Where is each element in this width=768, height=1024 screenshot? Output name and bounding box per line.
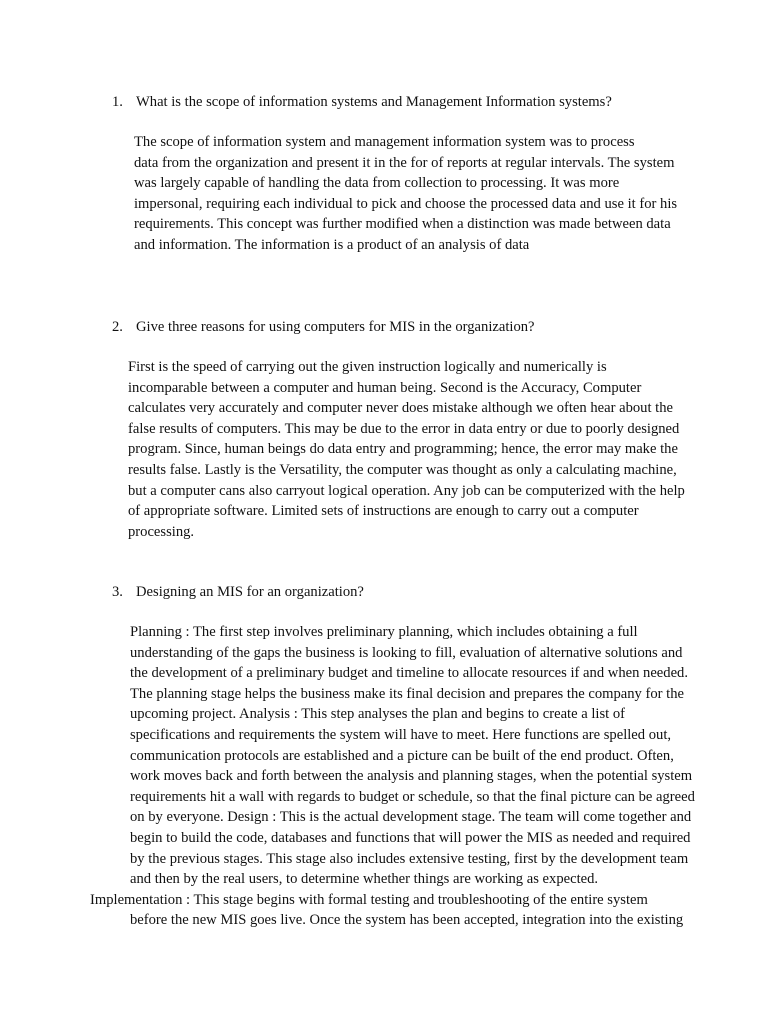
answer-2-line: false results of computers. This may be due to the error in data entry or due to poorly designed xyxy=(128,420,680,437)
answer-2-line: First is the speed of carrying out the given instruction logically and numerically is xyxy=(128,359,607,375)
answer-2-line: results false. Lastly is the Versatility, the computer was thought as only a calculating machine, xyxy=(128,461,677,478)
answer-3-line: work moves back and forth between the analysis and planning stages, when the potential system xyxy=(130,768,693,785)
answer-3-line: The planning stage helps the business make its final decision and prepares the company for the xyxy=(130,685,684,702)
answer-2-paragraph xyxy=(90,357,685,542)
answer-2-line: but a computer cans also carryout logical operation. Any job can be computerized with the help xyxy=(128,482,685,499)
answer-2-line: program. Since, human beings do data entry and programming; hence, the error may make the xyxy=(128,441,678,458)
answer-3-line: upcoming project. Analysis : This step analyses the plan and begins to create a list of xyxy=(130,706,625,723)
answer-3-line: and then by the real users, to determine whether things are working as expected. xyxy=(130,871,599,888)
answer-3-line: understanding of the gaps the business is looking to fill, evaluation of alternative solutions and xyxy=(130,644,683,661)
question-2-heading xyxy=(112,317,535,337)
answer-1-paragraph xyxy=(112,132,678,256)
answer-2-line: calculates very accurately and computer never does mistake although we often hear about the xyxy=(128,400,674,417)
question-1-heading xyxy=(112,92,612,112)
question-2-number: 2. xyxy=(112,319,123,335)
answer-3-line: requirements hit a wall with regards to budget or schedule, so that the final picture can be agreed xyxy=(130,788,695,805)
question-1-title: What is the scope of information systems and Management Information systems? xyxy=(136,94,612,110)
answer-1-line: was largely capable of handling the data from collection to processing. It was more xyxy=(134,175,620,192)
question-3-heading xyxy=(112,582,364,602)
question-2-title: Give three reasons for using computers for MIS in the organization? xyxy=(136,319,535,335)
answer-3-line: by the previous stages. This stage also includes extensive testing, first by the development team xyxy=(130,850,689,867)
answer-3-line: on by everyone. Design : This is the actual development stage. The team will come together and xyxy=(130,809,692,826)
answer-3-line: Implementation : This stage begins with formal testing and troubleshooting of the entire system xyxy=(90,891,648,908)
answer-2-line: processing. xyxy=(128,523,195,540)
question-1-number: 1. xyxy=(112,94,123,110)
answer-3-line: the development of a preliminary budget and timeline to allocate resources if and when needed. xyxy=(130,665,689,682)
answer-1-line: data from the organization and present it in the for of reports at regular intervals. The system xyxy=(134,154,675,171)
answer-3-line: Planning : The first step involves preliminary planning, which includes obtaining a full xyxy=(130,624,638,640)
answer-1-line: The scope of information system and management information system was to process xyxy=(134,134,635,150)
answer-3-line: communication protocols are established and a picture can be built of the end product. Often, xyxy=(130,747,674,764)
answer-3-paragraph xyxy=(90,622,695,931)
answer-1-line: and information. The information is a product of an analysis of data xyxy=(134,236,530,253)
answer-3-line: before the new MIS goes live. Once the system has been accepted, integration into the existing xyxy=(130,912,684,929)
answer-1-line: impersonal, requiring each individual to pick and choose the processed data and use it for his xyxy=(134,195,678,212)
question-3-title: Designing an MIS for an organization? xyxy=(136,584,364,600)
answer-2-line: of appropriate software. Limited sets of instructions are enough to carry out a computer xyxy=(128,503,639,520)
answer-3-line: specifications and requirements the system will have to meet. Here functions are spelled out, xyxy=(130,726,672,743)
question-3-number: 3. xyxy=(112,584,123,600)
answer-3-line: begin to build the code, databases and functions that will power the MIS as needed and required xyxy=(130,829,691,846)
answer-2-line: incomparable between a computer and human being. Second is the Accuracy, Computer xyxy=(128,379,642,396)
answer-1-line: requirements. This concept was further modified when a distinction was made between data xyxy=(134,216,671,233)
